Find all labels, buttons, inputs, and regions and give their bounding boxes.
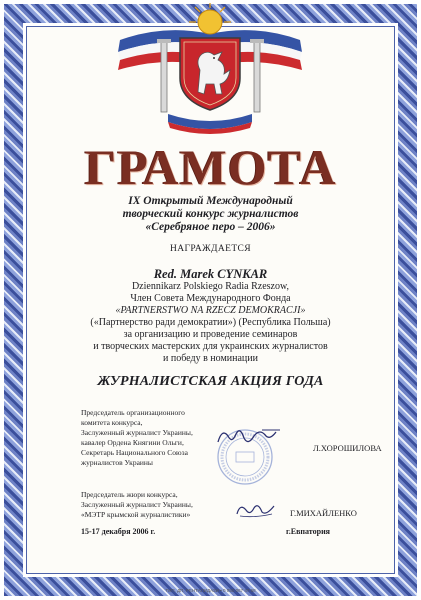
printer-note: ТИП. ДП. РЕНТАЛИДАЗИ • 0 050 067 47 68	[165, 588, 256, 593]
recipient-line: и творческих мастерских для украинских журналистов	[93, 341, 328, 352]
signatory-1-name: Л.ХОРОШИЛОВА	[313, 443, 382, 453]
recipient-line: и победу в номинации	[163, 353, 258, 364]
signatory-2-name: Г.МИХАЙЛЕНКО	[290, 508, 357, 518]
signatory-title-line: журналистов Украины	[81, 458, 153, 467]
recipient-line: Член Совета Международного Фонда	[130, 293, 291, 304]
recipient-line: за организацию и проведение семинаров	[123, 329, 298, 340]
awarded-label: НАГРАЖДАЕТСЯ	[169, 244, 252, 254]
handwritten-signature	[214, 424, 284, 455]
recipient-line: Dziennikarz Polskiego Radia Rzeszow,	[131, 281, 290, 292]
recipient-line: «PARTNERSTWO NA RZECZ DEMOKRACJI»	[115, 305, 306, 316]
contest-line-2: творческий конкурс журналистов	[122, 208, 299, 220]
signatory-2-title	[81, 490, 193, 520]
signatory-title-line: комитета конкурса,	[81, 418, 143, 427]
award-city: г.Евпатория	[286, 527, 330, 536]
signatory-title-line: Председатель жюри конкурса,	[81, 490, 178, 499]
handwritten-signature	[234, 500, 278, 525]
recipient-name: Red. Marek CYNKAR	[153, 267, 268, 281]
crimea-coat-of-arms-emblem	[0, 0, 421, 140]
signatory-title-line: «МЭТР крымской журналистики»	[81, 510, 191, 519]
contest-line-1: IX Открытый Международный	[128, 195, 293, 207]
signatory-title-line: Председатель организационного	[81, 408, 185, 417]
nomination-title: ЖУРНАЛИСТСКАЯ АКЦИЯ ГОДА	[97, 374, 324, 389]
signatory-1-title	[81, 408, 193, 468]
certificate-title: ГРАМОТА	[84, 139, 337, 195]
recipient-line: («Партнерство ради демократии») (Республика Польша)	[90, 317, 331, 328]
contest-line-3: «Серебряное перо – 2006»	[145, 221, 276, 233]
signatory-title-line: Секретарь Национального Союза	[81, 448, 188, 457]
signatory-title-line: Заслуженный журналист Украины,	[81, 428, 193, 437]
award-date: 15-17 декабря 2006 г.	[81, 527, 156, 536]
signatory-title-line: Заслуженный журналист Украины,	[81, 500, 193, 509]
signatory-title-line: кавалер Ордена Княгини Ольги,	[81, 438, 184, 447]
